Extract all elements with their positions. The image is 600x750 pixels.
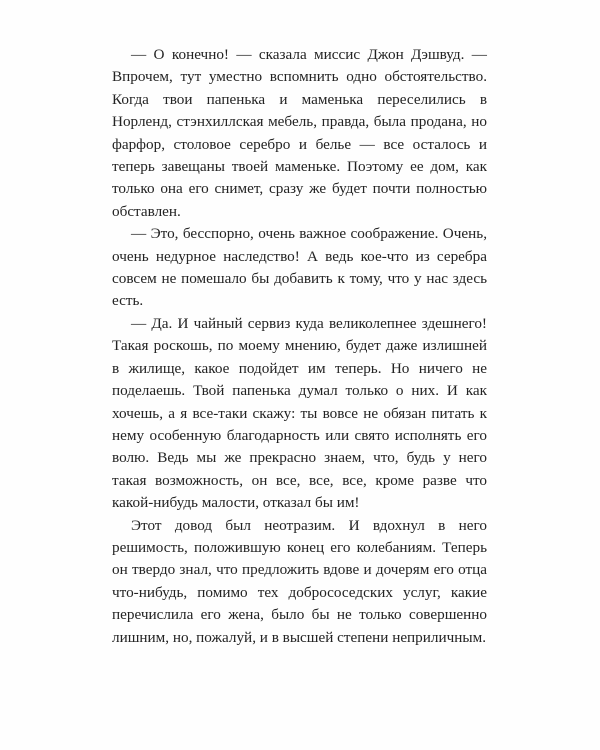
paragraph-1: — О конечно! — сказала миссис Джон Дэшвуд. — Впрочем, тут уместно вспомнить одно обстоятельство. Когда твои папенька и маменька переселились в Норленд, стэнхиллская мебель, правда, была продана, но фарфор, столовое серебро и белье — все осталось и теперь завещаны твоей маменьке. Поэтому ее дом, как только она его снимет, сразу же будет почти полностью обставлен. (112, 46, 487, 220)
paragraph-2: — Это, бесспорно, очень важное соображение. Очень, очень недурное наследство! А ведь кое-что из серебра совсем не помешало бы добавить к тому, что у нас здесь есть. (112, 225, 487, 310)
body-text (112, 44, 487, 649)
paragraph-4: Этот довод был неотразим. И вдохнул в него решимость, положившую конец его колебаниям. Теперь он твердо знал, что предложить вдове и дочерям его отца что-нибудь, помимо тех добрососедских услуг, какие перечислила его жена, было бы не только совершенно лишним, но, пожалуй, и в высшей степени неприличным. (112, 516, 487, 646)
paragraph-3: — Да. И чайный сервиз куда великолепнее здешнего! Такая роскошь, по моему мнению, будет даже излишней в жилище, какое подойдет им теперь. Но ничего не поделаешь. Твой папенька думал только о них. И как хочешь, а я все-таки скажу: ты вовсе не обязан питать к нему особенную благодарность или свято исполнять его волю. Ведь мы же прекрасно знаем, что, будь у него такая возможность, он все, все, все, кроме разве что какой-нибудь малости, отказал бы им! (112, 314, 487, 512)
